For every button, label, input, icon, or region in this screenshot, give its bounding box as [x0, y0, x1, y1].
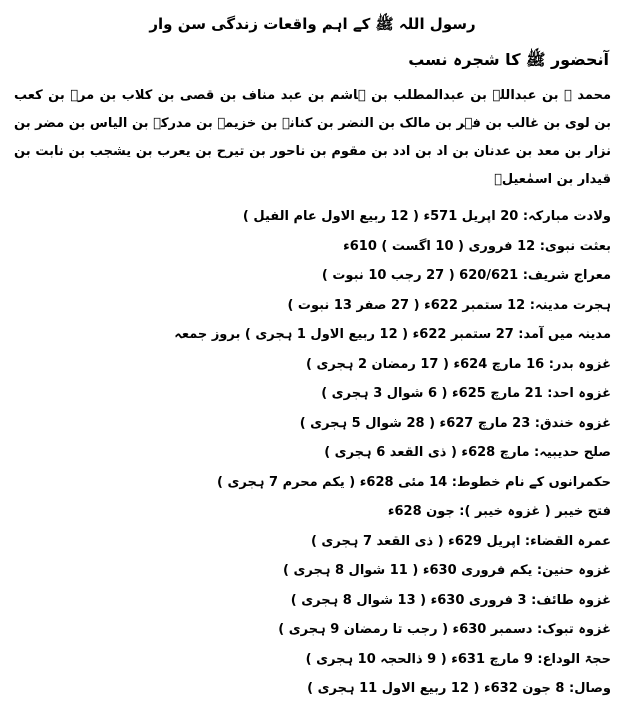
event-line-khandaq: غزوہ خندق: 23 مارچ 627ء ( 28 شوال 5 ہجری ) — [299, 415, 611, 431]
event-line-tabuk: غزوہ تبوک: دسمبر 630ء ( رجب تا رمضان 9 ہجری ) — [278, 622, 611, 637]
event-line-miraj: معراج شریف: 620/621 ( 27 رجب 10 نبوت ) — [321, 268, 611, 283]
event-line-madina-arrival: مدینہ میں آمد: 27 ستمبر 622ء ( 12 ربیع الاول 1 ہجری ) بروز جمعہ — [174, 327, 611, 342]
event-line-demise: وصال: 8 جون 632ء ( 12 ربیع الاول 11 ہجری ) — [307, 681, 611, 696]
event-line-taif: غزوہ طائف: 3 فروری 630ء ( 13 شوال 8 ہجری ) — [290, 592, 611, 608]
event-line-badr: غزوہ بدر: 16 مارچ 624ء ( 17 رمضان 2 ہجری ) — [305, 356, 611, 372]
page-title: رسول اللہ ﷺ کے اہم واقعات زندگی سن وار — [149, 15, 476, 33]
genealogy-paragraph: محمد ﷺ بن عبداللہ بن عبدالمطلب بن ہاشم بن عبد مناف بن قصی بن کلاب بن مرہ بن کعب بن لوی بن غالب بن فہر بن مالک بن النضر بن کنانہ بن خزیمہ بن مدرکہ بن الیاس بن مضر بن نزار بن معد بن عدنان بن اد بن ادد بن مقوم بن ناحور بن تیرح بن یعرب بن یشجب بن نابت بن قیدار بن اسمٰعیلؑ — [14, 88, 611, 187]
event-line-farewell-hajj: حجۃ الوداع: 9 مارچ 631ء ( 9 ذالحجہ 10 ہجری ) — [305, 651, 611, 667]
event-line-hijrah: ہجرت مدینہ: 12 ستمبر 622ء ( 27 صفر 13 نبوت ) — [287, 297, 611, 313]
event-line-birth: ولادت مبارکہ: 20 اپریل 571ء ( 12 ربیع الاول عام الفیل ) — [242, 209, 611, 224]
genealogy-heading: آنحضور ﷺ کا شجرہ نسب — [408, 50, 609, 69]
event-line-hudaybiyyah: صلح حدیبیہ: مارچ 628ء ( ذی القعد 6 ہجری ) — [324, 445, 611, 460]
event-line-letters-to-rulers: حکمرانوں کے نام خطوط: 14 مئی 628ء ( یکم محرم 7 ہجری ) — [217, 474, 611, 490]
event-line-prophethood: بعثت نبوی: 12 فروری ( 10 اگست ) 610ء — [343, 238, 611, 254]
event-line-khyber: فتح خیبر ( غزوہ خیبر ): جون 628ء — [387, 504, 611, 519]
events-list — [14, 202, 611, 704]
event-line-hunayn: غزوہ حنین: یکم فروری 630ء ( 11 شوال 8 ہجری ) — [282, 563, 611, 578]
event-line-umrah-qada: عمرہ القضاء: اپریل 629ء ( ذی القعد 7 ہجری ) — [310, 533, 611, 549]
event-line-uhud: غزوہ احد: 21 مارچ 625ء ( 6 شوال 3 ہجری ) — [321, 386, 611, 401]
